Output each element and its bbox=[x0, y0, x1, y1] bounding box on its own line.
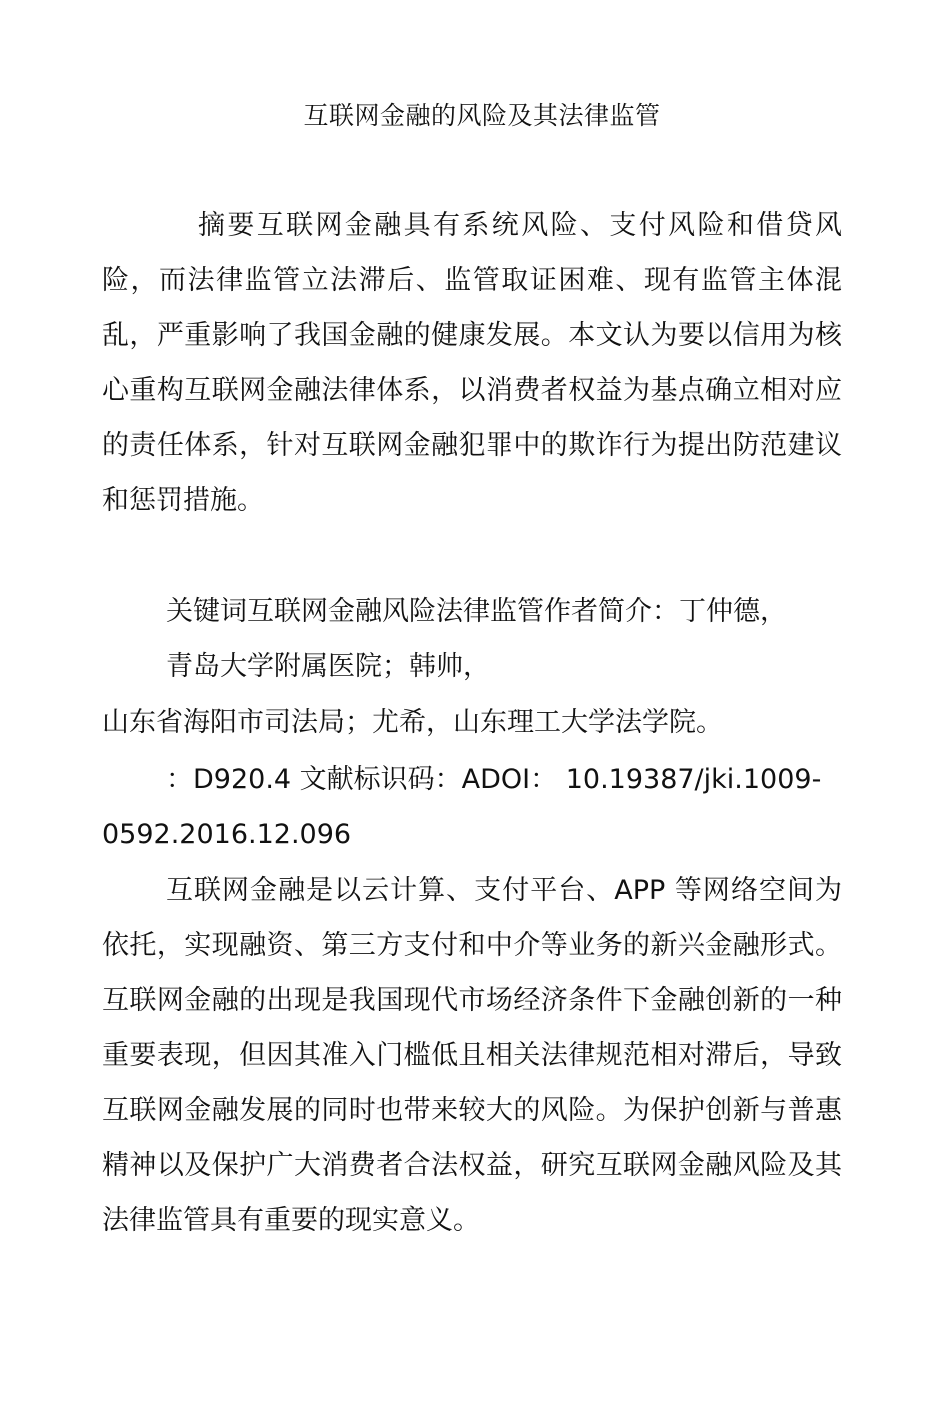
keywords-line: 关键词互联网金融风险法律监管作者简介：丁仲德， bbox=[166, 596, 787, 627]
abstract-paragraph: 摘要互联网金融具有系统风险、支付风险和借贷风险，而法律监管立法滞后、监管取证困难、现有监管主体混乱，严重影响了我国金融的健康发展。本文认为要以信用为核心重构互联网金融法律体系，以消费者权益为基点确立相对应的责任体系，针对互联网金融犯罪中的欺诈行为提出防范建议和惩罚措施。 bbox=[102, 210, 842, 516]
classification-line: ：D920.4 文献标识码：ADOI： 10.19387/jki.1009- bbox=[166, 764, 822, 795]
author-affiliation-line: 山东省海阳市司法局；尤希，山东理工大学法学院。 bbox=[102, 707, 723, 738]
author-affiliation-line: 青岛大学附属医院；韩帅， bbox=[166, 651, 490, 682]
doi-continuation-line: 0592.2016.12.096 bbox=[102, 819, 352, 850]
body-paragraph: 互联网金融是以云计算、支付平台、APP 等网络空间为依托，实现融资、第三方支付和中介等业务的新兴金融形式。互联网金融的出现是我国现代市场经济条件下金融创新的一种重要表现，但因其准入门槛低且相关法律规范相对滞后，导致互联网金融发展的同时也带来较大的风险。为保护创新与普惠精神以及保护广大消费者合法权益，研究互联网金融风险及其法律监管具有重要的现实意义。 bbox=[102, 875, 842, 1236]
document-title: 互联网金融的风险及其法律监管 bbox=[303, 101, 661, 130]
